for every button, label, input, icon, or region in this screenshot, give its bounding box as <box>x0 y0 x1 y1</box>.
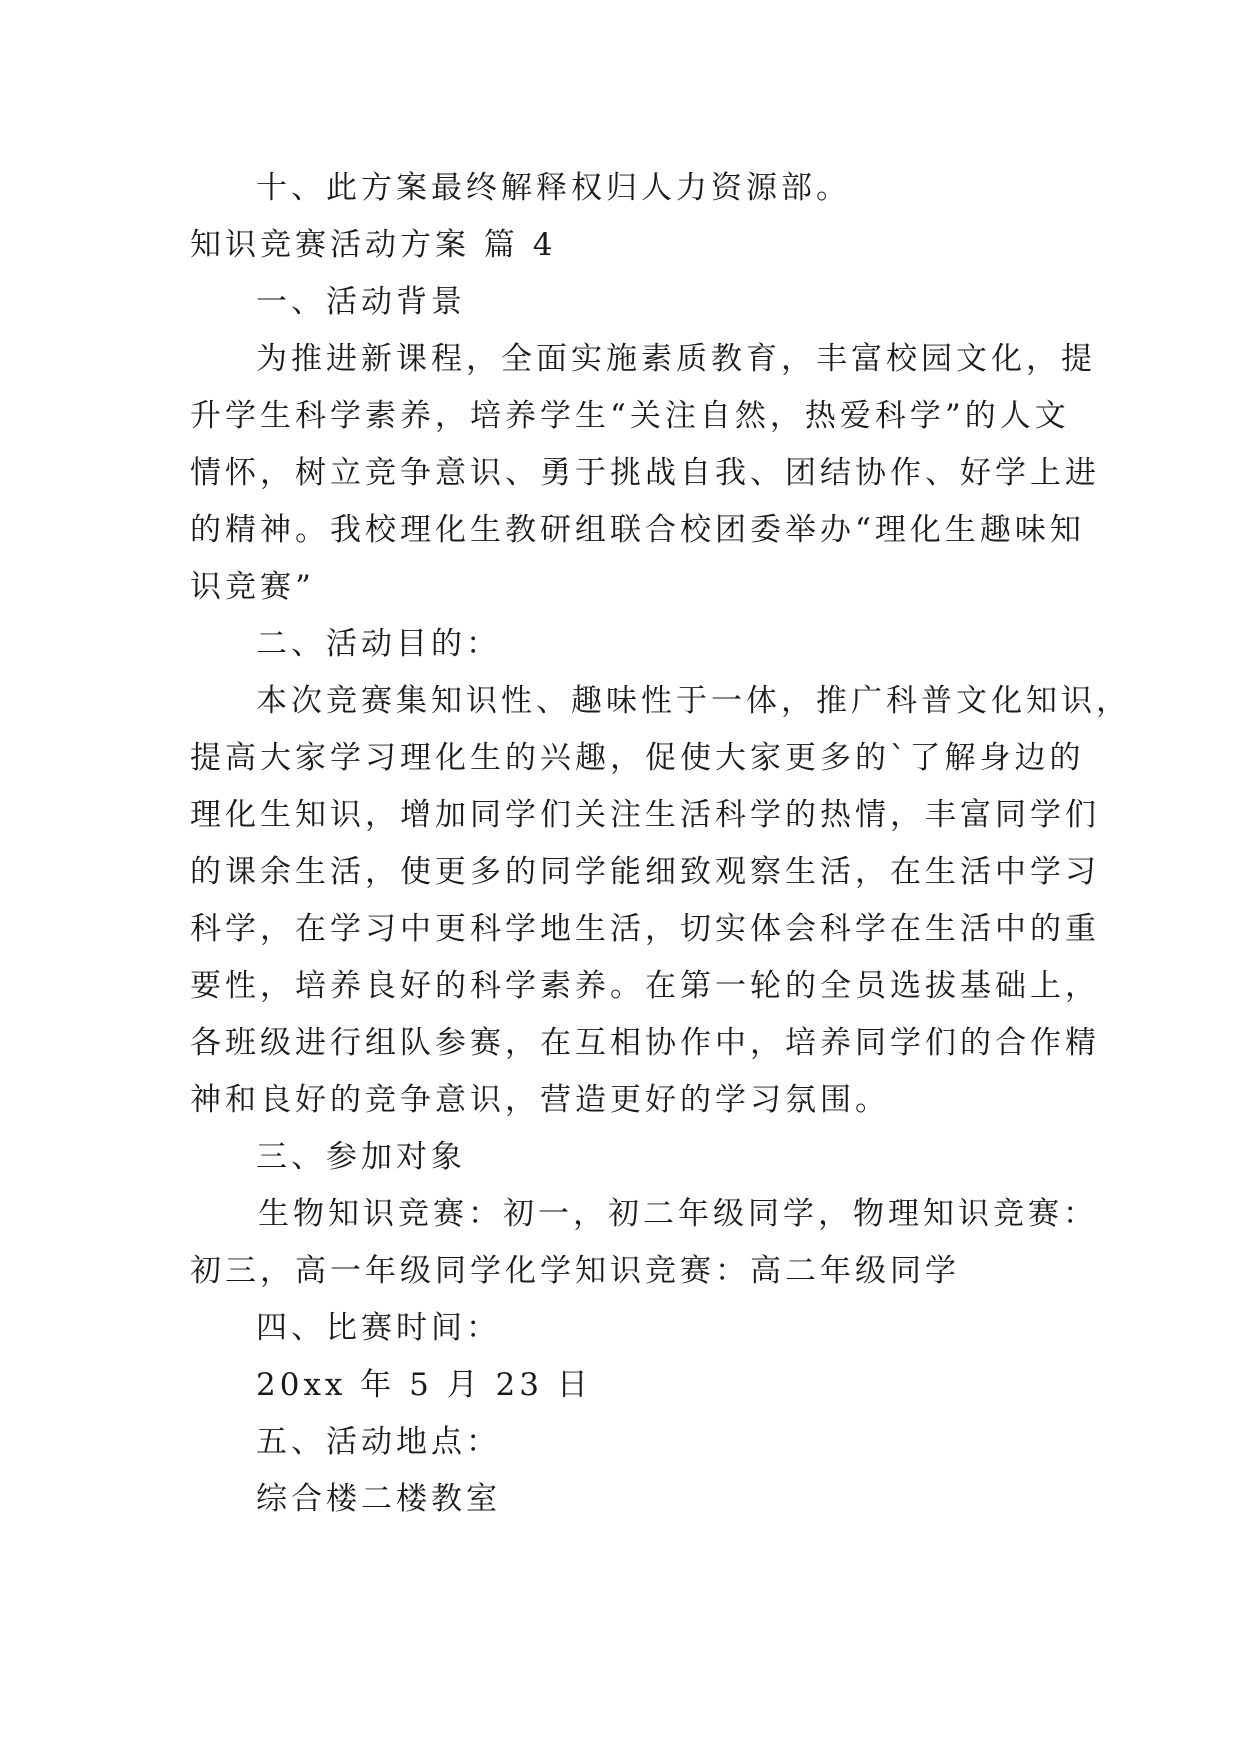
paragraph-line: 的精神。我校理化生教研组联合校团委举办“理化生趣味知 <box>190 512 1085 548</box>
paragraph-line: 初三，高一年级同学化学知识竞赛：高二年级同学 <box>190 1253 960 1289</box>
heading-purpose: 二、活动目的： <box>256 626 501 662</box>
event-location: 综合楼二楼教室 <box>256 1481 501 1517</box>
paragraph-line: 理化生知识，增加同学们关注生活科学的热情，丰富同学们 <box>190 797 1100 833</box>
paragraph-line: 升学生科学素养，培养学生“关注自然，热爱科学”的人文 <box>190 398 1070 434</box>
heading-background: 一、活动背景 <box>256 284 466 320</box>
paragraph-line: 各班级进行组队参赛，在互相协作中，培养同学们的合作精 <box>190 1025 1100 1061</box>
paragraph-line: 情怀，树立竞争意识、勇于挑战自我、团结协作、好学上进 <box>190 455 1100 491</box>
paragraph-line: 为推进新课程，全面实施素质教育，丰富校园文化，提 <box>256 341 1096 377</box>
clause-ten: 十、此方案最终解释权归人力资源部。 <box>256 170 851 206</box>
paragraph-line: 本次竞赛集知识性、趣味性于一体，推广科普文化知识， <box>256 683 1131 719</box>
paragraph-line: 提高大家学习理化生的兴趣，促使大家更多的`了解身边的 <box>190 740 1085 776</box>
paragraph-line: 生物知识竞赛：初一，初二年级同学，物理知识竞赛： <box>258 1196 1098 1232</box>
event-date: 20xx 年 5 月 23 日 <box>256 1367 592 1403</box>
paragraph-line: 科学，在学习中更科学地生活，切实体会科学在生活中的重 <box>190 911 1100 947</box>
paragraph-line: 的课余生活，使更多的同学能细致观察生活，在生活中学习 <box>190 854 1100 890</box>
paragraph-line: 识竞赛” <box>190 569 315 605</box>
paragraph-line: 要性，培养良好的科学素养。在第一轮的全员选拔基础上， <box>190 968 1100 1004</box>
section-title: 知识竞赛活动方案 篇 4 <box>190 227 557 263</box>
paragraph-line: 神和良好的竞争意识，营造更好的学习氛围。 <box>190 1082 890 1118</box>
heading-participants: 三、参加对象 <box>256 1139 466 1175</box>
heading-location: 五、活动地点： <box>256 1424 501 1460</box>
heading-time: 四、比赛时间： <box>256 1310 501 1346</box>
